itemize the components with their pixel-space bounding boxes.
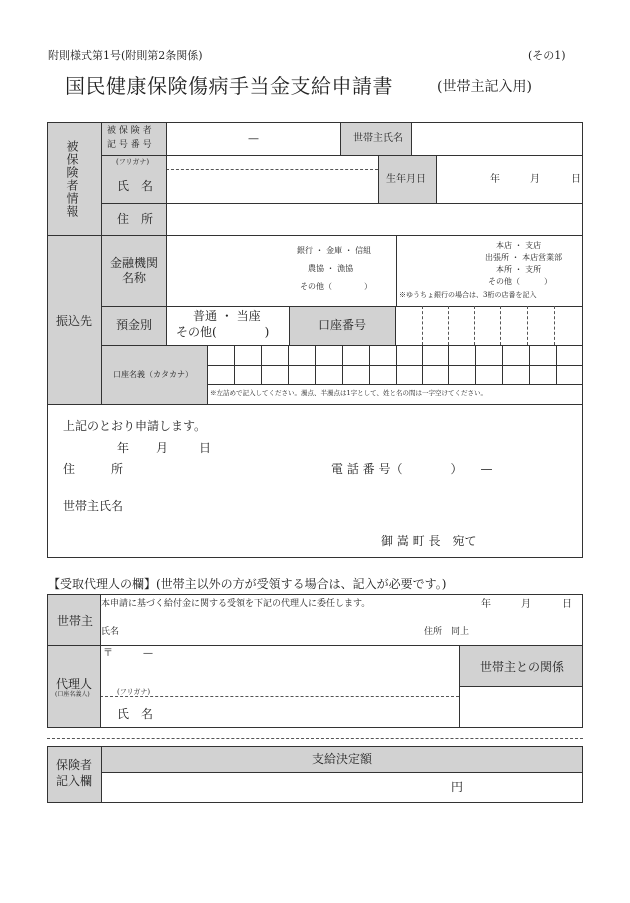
bank-types-2: 農協 ・ 漁協 <box>308 264 354 273</box>
address-label: 住 所 <box>117 212 154 226</box>
name-label: 氏 名 <box>117 179 154 193</box>
birth-year: 年 <box>490 174 500 185</box>
deposit-options-2[interactable]: その他( ) <box>176 325 270 339</box>
agent-label: 代理人 <box>56 677 93 691</box>
institution-label-2: 名称 <box>122 271 147 285</box>
account-name-note: ※左詰めで記入してください。濁点、半濁点は1字として、姓と名の間は一字空けてください。 <box>210 389 488 397</box>
agent-furigana-label: (フリガナ) <box>117 688 151 696</box>
deposit-label: 預金別 <box>116 318 153 332</box>
insured-section-label: 被保険者情報 <box>65 140 79 218</box>
symbol-number-label-2: 記 号 番 号 <box>107 140 152 150</box>
addressee: 御 嵩 町 長 宛て <box>381 534 477 548</box>
declaration-day: 日 <box>199 441 212 455</box>
declaration-statement: 上記のとおり申請します。 <box>63 419 207 433</box>
insurer-label-1: 保険者 <box>56 758 93 772</box>
household-head-label: 世帯主氏名 <box>353 133 403 144</box>
declaration-address-label: 住 所 <box>63 462 124 476</box>
declaration-phone-label: 電 話 番 号（ ） — <box>331 462 493 476</box>
birth-day: 日 <box>571 174 581 185</box>
proxy-month: 月 <box>521 599 531 610</box>
symbol-number-label-1: 被 保 険 者 <box>107 126 152 136</box>
institution-label-1: 金融機関 <box>110 256 159 270</box>
page-marker: (その1) <box>528 49 566 62</box>
branch-4: その他（ ） <box>488 277 552 286</box>
amount-label: 支給決定額 <box>312 752 373 766</box>
transfer-section-label: 振込先 <box>56 314 93 328</box>
symbol-number-dash[interactable]: — <box>248 132 259 145</box>
proxy-address-label: 住所 同上 <box>424 627 470 637</box>
insurer-label-2: 記入欄 <box>56 774 93 788</box>
form-title: 国民健康保険傷病手当金支給申請書 <box>65 74 393 98</box>
account-number-label: 口座番号 <box>318 318 367 332</box>
branch-2: 出張所 ・ 本店営業部 <box>485 253 563 262</box>
relation-label: 世帯主との関係 <box>480 660 565 674</box>
agent-sub-label: (口座名義人) <box>55 691 90 698</box>
agent-name-label: 氏 名 <box>117 707 154 721</box>
account-name-label: 口座名義（カタカナ） <box>113 370 193 379</box>
delegation-text: 本申請に基づく給付金に関する受領を下記の代理人に委任します。 <box>101 599 371 609</box>
form-title-note: (世帯主記入用) <box>437 79 532 95</box>
declaration-month: 月 <box>156 441 169 455</box>
amount-currency: 円 <box>451 780 464 794</box>
postal-mark[interactable]: 〒 — <box>103 648 153 659</box>
proxy-name-label: 氏名 <box>101 627 120 637</box>
proxy-head-label: 世帯主 <box>57 614 94 628</box>
dotted-separator <box>47 738 583 739</box>
branch-3: 本所 ・ 支所 <box>496 265 542 274</box>
birth-month: 月 <box>530 174 540 185</box>
declaration-head-name-label: 世帯主氏名 <box>63 499 124 513</box>
deposit-options-1[interactable]: 普通 ・ 当座 <box>193 309 261 323</box>
branch-1: 本店 ・ 支店 <box>496 241 542 250</box>
bank-types-3: その他（ ） <box>300 282 372 291</box>
proxy-year: 年 <box>481 599 491 610</box>
proxy-day: 日 <box>562 599 572 610</box>
bank-types-1: 銀行 ・ 金庫 ・ 信組 <box>297 246 372 255</box>
declaration-year: 年 <box>117 441 130 455</box>
yucho-note: ※ゆうちょ銀行の場合は、3桁の店番を記入 <box>399 291 537 299</box>
proxy-heading: 【受取代理人の欄】(世帯主以外の方が受領する場合は、記入が必要です。) <box>48 577 447 591</box>
furigana-label: (フリガナ) <box>116 158 150 166</box>
form-number: 附則様式第1号(附則第2条関係) <box>48 49 203 62</box>
birthdate-label: 生年月日 <box>386 174 426 185</box>
